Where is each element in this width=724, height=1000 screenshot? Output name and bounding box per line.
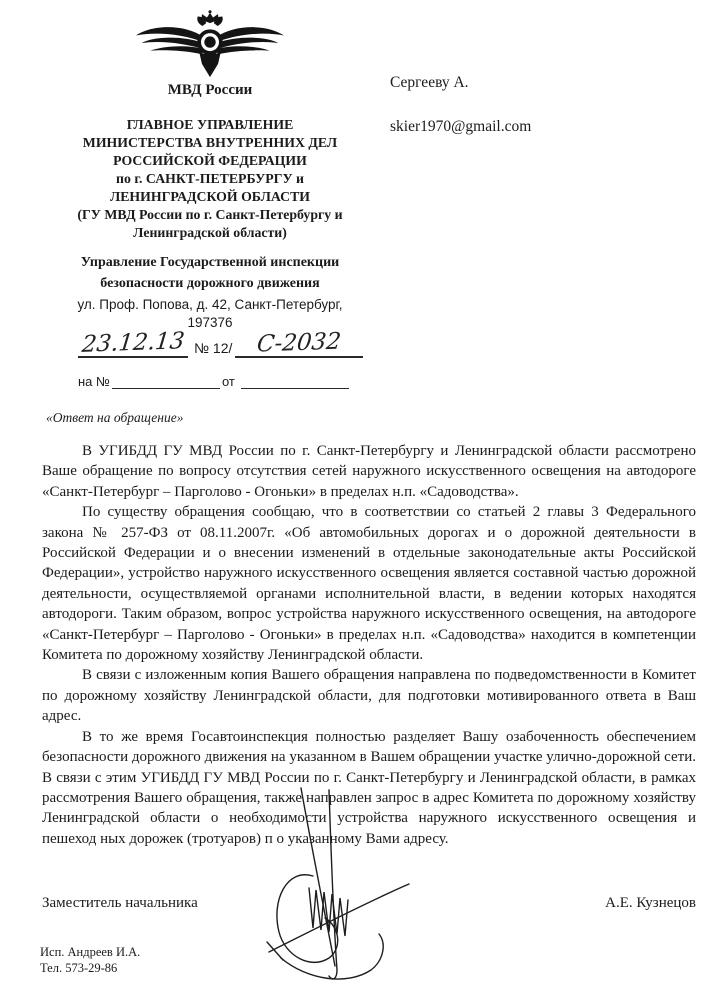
- addressee-email: skier1970@gmail.com: [390, 118, 532, 135]
- agency-line: Ленинградской области): [133, 225, 287, 240]
- body-paragraph: В УГИБДД ГУ МВД России по г. Санкт-Петербургу и Ленинградской области рассмотрено Ваше обращение по вопросу отсутствия сетей наружного искусственного освещения на автодороге «Санкт-Петербург – Парголово - Огоньки» в пределах н.п. «Садоводства».: [42, 443, 696, 500]
- letterhead-emblem-block: [40, 8, 380, 99]
- signature-scribble: [263, 784, 445, 992]
- addressee-block: [390, 74, 531, 136]
- agency-line: ГЛАВНОЕ УПРАВЛЕНИЕ: [126, 117, 294, 132]
- agency-line: МИНИСТЕРСТВА ВНУТРЕННИХ ДЕЛ: [82, 135, 338, 150]
- addressee-name: Сергееву А.: [390, 74, 469, 91]
- reply-prefix-label: на №: [78, 374, 110, 389]
- reply-number-blank: [112, 375, 220, 389]
- letter-subject: «Ответ на обращение»: [46, 410, 184, 425]
- number-underline: [235, 330, 363, 358]
- agency-name-block: [40, 116, 380, 242]
- agency-line: (ГУ МВД России по г. Санкт-Петербургу и: [77, 207, 343, 222]
- reference-line: [78, 330, 378, 370]
- body-paragraph: В связи с изложенным копия Вашего обращения направлена по подведомственности в Комитет по дорожному хозяйству Ленинградской области, для подготовки мотивированного ответа в Ваш адрес.: [42, 667, 696, 725]
- postal-address-block: [40, 296, 380, 332]
- executor-name: Исп. Андреев И.А.: [40, 945, 141, 959]
- division-name-block: [40, 252, 380, 294]
- agency-line: РОССИЙСКОЙ ФЕДЕРАЦИИ: [113, 153, 307, 168]
- reply-reference-line: [78, 374, 378, 389]
- division-line: Управление Государственной инспекции: [80, 255, 340, 270]
- signature-row: [42, 895, 696, 912]
- mvd-eagle-emblem-icon: [134, 8, 286, 80]
- reply-from-label: от: [221, 374, 235, 389]
- outgoing-number-prefix: № 12/: [194, 340, 233, 356]
- signer-name: А.Е. Кузнецов: [605, 895, 696, 911]
- signer-position: Заместитель начальника: [42, 895, 198, 911]
- reply-date-blank: [241, 375, 349, 389]
- handwritten-number: С-2032: [256, 328, 343, 358]
- address-line: ул. Проф. Попова, д. 42, Санкт-Петербург,: [77, 297, 343, 312]
- agency-line: по г. САНКТ-ПЕТЕРБУРГУ и: [116, 171, 304, 186]
- executor-block: [40, 944, 140, 976]
- agency-short-name: МВД России: [167, 82, 253, 98]
- executor-phone: Тел. 573-29-86: [40, 961, 118, 975]
- agency-line: ЛЕНИНГРАДСКОЙ ОБЛАСТИ: [109, 189, 311, 204]
- handwritten-date: 23.12.13: [80, 328, 186, 358]
- body-paragraph: По существу обращения сообщаю, что в соответствии со статьей 2 главы 3 Федерального закона № 257-ФЗ от 08.11.2007г. «Об автомобильных дорогах и о дорожной деятельности в Российской Федерации и о внесении изменений в отдельные законодательные акты Российской Федерации», устройство наружного искусственного освещения является составной частью дорожной деятельности, осуществляемой органами исполнительной власти, в ведении которых находятся автодороги. Таким образом, вопрос устройства наружного искусственного освещения, на автодороге «Санкт-Петербург – Парголово - Огоньки» в пределах н.п. «Садоводства» находится в компетенции Комитета по дорожному хозяйству Ленинградской области.: [42, 504, 696, 664]
- date-underline: [78, 330, 188, 358]
- division-line: безопасности дорожного движения: [100, 276, 320, 291]
- address-line: 197376: [187, 315, 233, 330]
- body-paragraph: В то же время Госавтоинспекция полностью разделяет Вашу озабоченность обеспечением безопасности дорожного движения на указанном в Вашем обращении участке улично-дорожной сети. В связи с этим УГИБДД ГУ МВД России по г. Санкт-Петербургу и Ленинградской области, в рамках рассмотрения Вашего обращения, также направлен запрос в адрес Комитета по дорожному хозяйству Ленинградской области о необходимости устройства наружного искусственного освещения и пешеход ных дорожек (тротуаров) п о указанному Вами адресу.: [42, 728, 696, 847]
